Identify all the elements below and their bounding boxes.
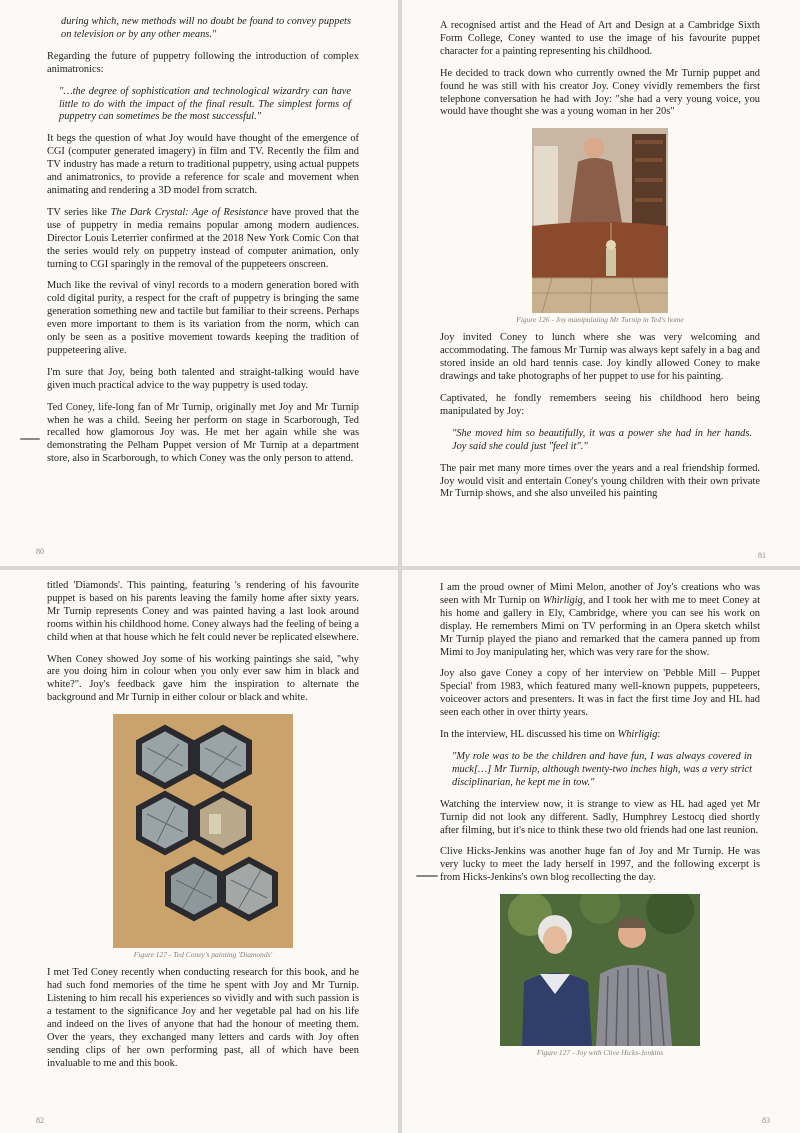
paragraph-cgi: It begs the question of what Joy would have thought of the emergence of CGI (computer generated imagery) in film and TV. Recently the film and TV industry has made a return to traditional puppetry, using actual puppets and animatronics, to provide a reference for scale and movement when animating and rendering a 3D model from scratch. [47,133,359,196]
pencil-mark [416,875,438,877]
page-83 [402,570,800,1133]
pencil-mark [20,438,40,440]
painting-diamonds [113,714,293,948]
paragraph-clive: Clive Hicks-Jenkins was another huge fan of Joy and Mr Turnip. He was very lucky to meet the lady herself in 1997, and the following excerpt is from Hicks-Jenkins's own blog recollecting the day. [440,846,760,884]
quote-role: "My role was to be the children and have fun, I was always covered in muck[…] Mr Turnip, although twenty-two inches high, was a very strict disciplinarian, he kept me in tow." [452,750,752,788]
paragraph-ted-coney: Ted Coney, life-long fan of Mr Turnip, originally met Joy and Mr Turnip when he was a child. Seeing her perform on stage in Scarborough, Ted recalled how glamorous Joy was. He met her again while she was demonstrating the Pelham Puppet version of Mr Turnip at a department store, also in Scarborough, to which Coney was the only person to attend. [47,401,359,465]
paragraph-mimi-melon: I am the proud owner of Mimi Melon, another of Joy's creations who was seen with Mr Turnip on Whirligig, and I took her with me to meet Coney at his home and gallery in Ely, Cambridge, where you can see his work on display. He remembers Mimi on TV performing in an Opera sketch whilst Mr Turnip played the piano and remarked that the camera panned up from Mimi to Joy manipulating her, which was very rare for the show. [440,582,760,658]
show-title: Whirligig [542,594,583,606]
page-number: 80 [36,547,44,556]
paragraph-interview: In the interview, HL discussed his time on Whirligig: [440,729,661,741]
page-number: 82 [36,1116,44,1125]
paragraph-dark-crystal: TV series like The Dark Crystal: Age of Resistance have proved that the use of puppetry in media remains popular among modern audiences. Director Louis Leterrier confirmed at the 2018 New York Comic Con that the series would rely on puppetry instead of computer animation, only turning to CGI sparingly in the removal of the puppeteers onscreen. [47,206,359,270]
photo-joy-manipulating-mr-turnip [532,128,668,313]
quote-animatronics: "…the degree of sophistication and technological wizardry can have little to do with the impact of the final result. The simplest forms of puppetry can sometimes be the most successful." [59,85,351,123]
page-81-text [440,20,760,510]
paragraph-phone-call: He decided to track down who currently owned the Mr Turnip puppet and found he was still with his creator Joy. Coney vividly remembers the first telephone conversation he had with Joy: "she had a very young voice, you would have thought she was a young woman in her 20s" [440,67,760,118]
figure-caption: Figure 126 - Joy manipulating Mr Turnip in Ted's home [516,315,684,325]
paragraph-captivated: Captivated, he fondly remembers seeing his childhood hero being manipulated by Joy: [440,392,760,417]
paragraph-vinyl: Much like the revival of vinyl records to a modern generation bored with cold digital purity, a respect for the craft of puppetry is bringing the same generation something new and tactile but familiar to their screens. Perhaps even more important to them is its variation from the norm, which can only be seen as a positive movement towards keeping the tradition of puppeteering alive. [47,280,359,356]
series-title: The Dark Crystal: Age of Resistance [110,206,268,218]
page-82 [0,570,398,1133]
page-80 [0,0,398,566]
paragraph-artist: A recognised artist and the Head of Art and Design at a Cambridge Sixth Form College, Coney wanted to use the image of his favourite puppet character for a painting representing his childhood. [440,20,760,57]
paragraph-pebble-mill: Joy also gave Coney a copy of her interview on 'Pebble Mill – Puppet Special' from 1983, which featured many well-known puppets, puppeteers, voiceover actors and presenters. It was in fact the first time Joy and HL had seen each other in over thirty years. [440,668,760,719]
paragraph-research: I met Ted Coney recently when conducting research for this book, and he had such fond memories of the time he spent with Joy and Mr Turnip. Listening to him recall his experiences so vividly and with such passion is a testament to the significance Joy and her vegetable pal had on his life and indeed on the lives of anyone that had the honour of meeting them. Over the years, they exchanged many letters and cards with Joy often sending clips of her own performing past, all of which have been invaluable to me and this book. [47,967,359,1069]
paragraph: Regarding the future of puppetry following the introduction of complex animatronics: [47,50,359,75]
paragraph-colour: When Coney showed Joy some of his working paintings she said, "why are you doing him in colour when you only ever saw him in black and white?". Joy's feedback gave him the inspiration to alternate the background and Mr Turnip in either colour or black and white. [47,653,359,704]
paragraph-lunch: Joy invited Coney to lunch where she was very welcoming and accommodating. The famous Mr Turnip was always kept safely in a bag and stored inside an old hard tennis case. Joy kindly allowed Coney to make drawings and take photographs of her puppet to use for his painting. [440,332,760,383]
photo-joy-with-clive [500,894,700,1046]
page-81 [402,0,800,566]
page-83-text [440,582,760,1065]
page-82-text [47,580,359,1079]
paragraph-diamonds: titled 'Diamonds'. This painting, featuring 's rendering of his favourite puppet is based on his parents leaving the family home after sixty years. Mr Turnip represents Coney and was painted having a last look around rooms within his childhood home. Coney always had the feeling of being a child when at that house which he felt could never be replicated elsewhere. [47,580,359,643]
figure-caption: Figure 127 - Joy with Clive Hicks-Jenkins [536,1048,664,1058]
paragraph-friendship: The pair met many more times over the years and a real friendship formed. Joy would visit and entertain Coney's young children with their own private Mr Turnip shows, and she also unveiled his painting [440,462,760,500]
paragraph-watching: Watching the interview now, it is strange to view as HL had aged yet Mr Turnip did not look any different. Sadly, Humphrey Lestocq died shortly after filming, but it's nice to think these two old friends had one last reunion. [440,798,760,836]
page-80-text [47,16,359,475]
paragraph-advice: I'm sure that Joy, being both talented and straight-talking would have given much practical advice to the way puppetry is used today. [47,366,359,391]
page-number: 83 [762,1116,770,1125]
page-number: 81 [758,551,766,560]
quote-beautifully: "She moved him so beautifully, it was a power she had in her hands. Joy said she could just "feel it"." [452,427,752,452]
show-title: Whirligig [617,729,658,741]
quote-continuation: during which, new methods will no doubt be found to convey puppets on television or by any other means." [61,16,351,40]
figure-caption: Figure 127 - Ted Coney's painting 'Diamonds' [133,950,273,960]
